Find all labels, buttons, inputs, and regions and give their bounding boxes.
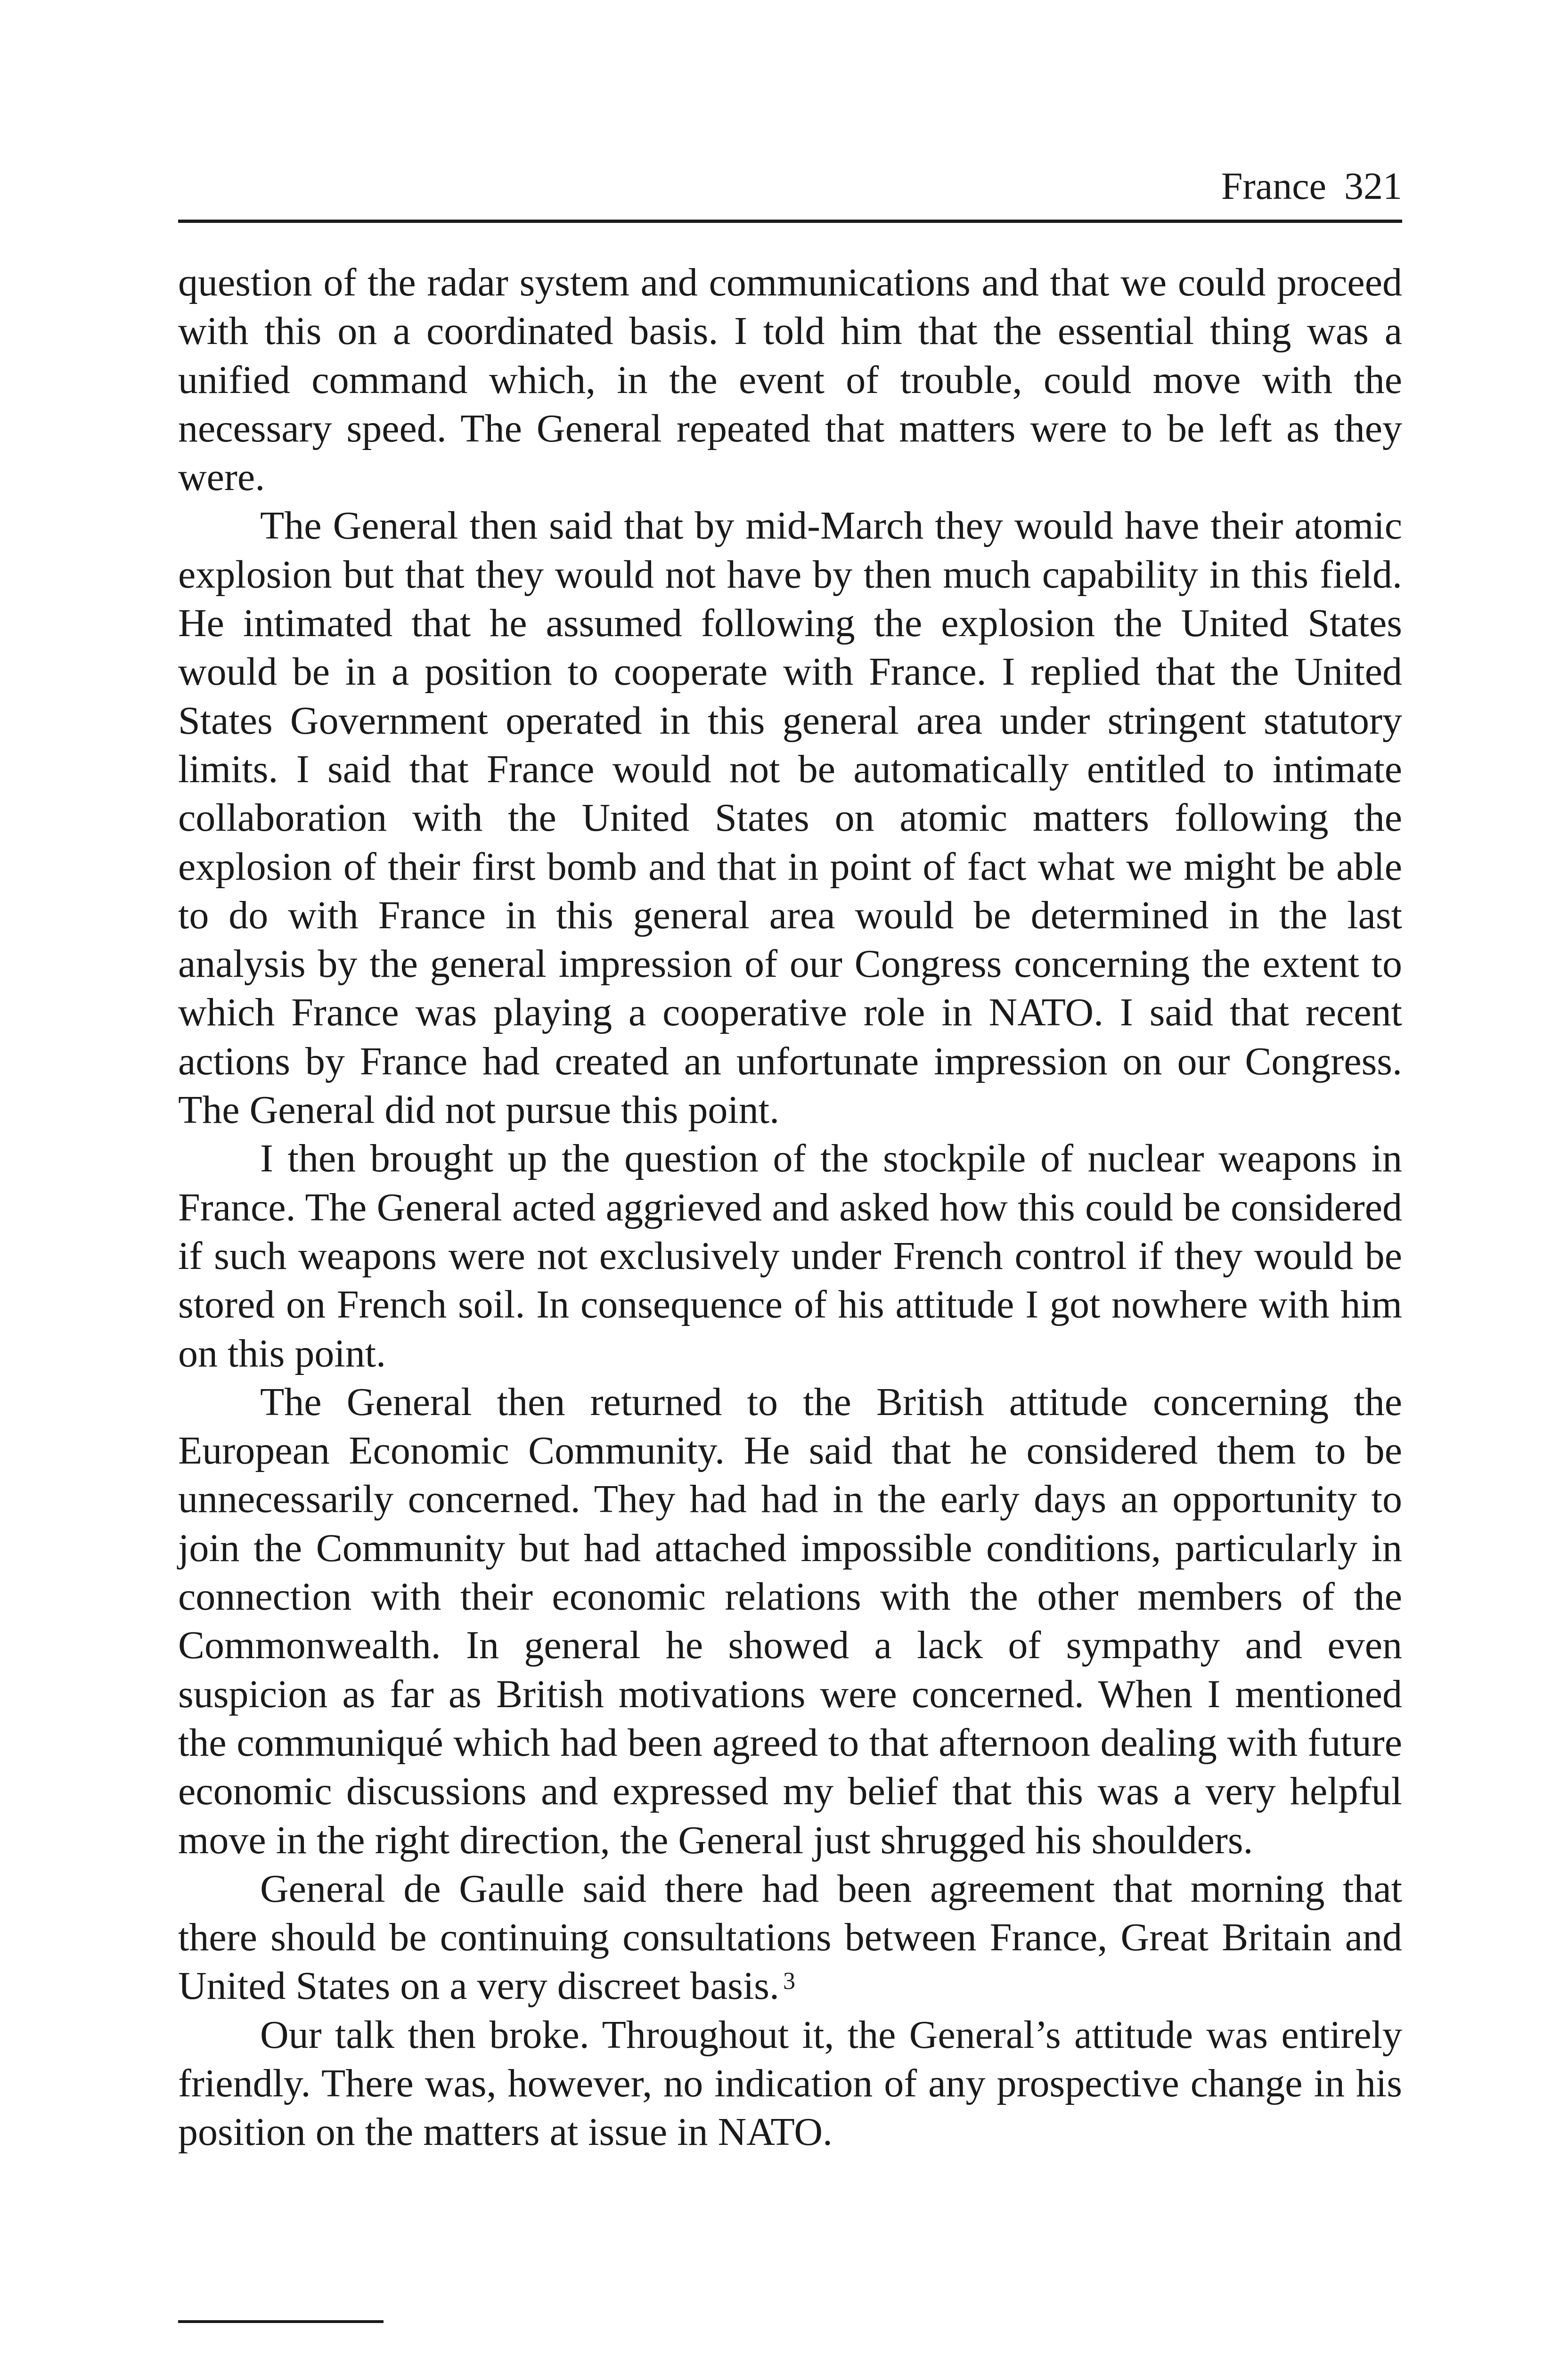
paragraph-nuclear-stockpile: I then brought up the question of the stockpile of nuclear weapons in France. The General acted aggrieved and asked how this could be considered if such weapons were not exclusively under French control if they would be stored on French soil. In consequence of his attitude I got nowhere with him on this point. xyxy=(178,1137,1402,1375)
paragraph-consultations xyxy=(178,1865,1402,2011)
paragraph-british-attitude: The General then returned to the British attitude concerning the European Economic Community. He said that he considered them to be unnecessarily concerned. They had had in the early days an opportunity to join the Community but had attached impossible conditions, particularly in connection with their economic relations with the other members of the Commonwealth. In general he showed a lack of sympathy and even suspicion as far as British motivations were concerned. When I mentioned the communiqué which had been agreed to that afternoon dealing with future economic discussions and expressed my belief that this was a very helpful move in the right direction, the General just shrugged his shoulders. xyxy=(178,1380,1402,1862)
header-rule xyxy=(178,220,1402,223)
page-number: 321 xyxy=(1344,164,1402,207)
footnote-rule xyxy=(178,2320,384,2323)
footnote-reference[interactable]: 3 xyxy=(783,1968,795,1995)
paragraph-conclusion: Our talk then broke. Throughout it, the General’s attitude was entirely friendly. There was, however, no indication of any prospective change in his position on the matters at issue in NATO. xyxy=(178,2012,1402,2154)
paragraph-consultations-text: General de Gaulle said there had been agreement that morning that there should be continuing consultations between France, Great Britain and United States on a very discreet basis. xyxy=(178,1866,1402,2008)
running-head xyxy=(178,163,1402,210)
body-text xyxy=(178,258,1402,2157)
paragraph-atomic-explosion: The General then said that by mid-March they would have their atomic explosion but that they would not have by then much capability in this field. He intimated that he assumed following the explosion the United States would be in a position to cooperate with France. I replied that the United States Government operated in this general area under stringent statutory limits. I said that France would not be automatically entitled to intimate collaboration with the United States on atomic matters following the explosion of their first bomb and that in point of fact what we might be able to do with France in this general area would be determined in the last analysis by the general impression of our Congress concerning the extent to which France was playing a cooperative role in NATO. I said that recent actions by France had created an unfortunate impression on our Congress. The General did not pursue this point. xyxy=(178,504,1402,1132)
running-head-section: France xyxy=(1221,164,1326,207)
paragraph-continued: question of the radar system and communications and that we could proceed with this on a coordinated basis. I told him that the essential thing was a unified command which, in the event of trouble, could move with the necessary speed. The General repeated that matters were to be left as they were. xyxy=(178,261,1402,499)
